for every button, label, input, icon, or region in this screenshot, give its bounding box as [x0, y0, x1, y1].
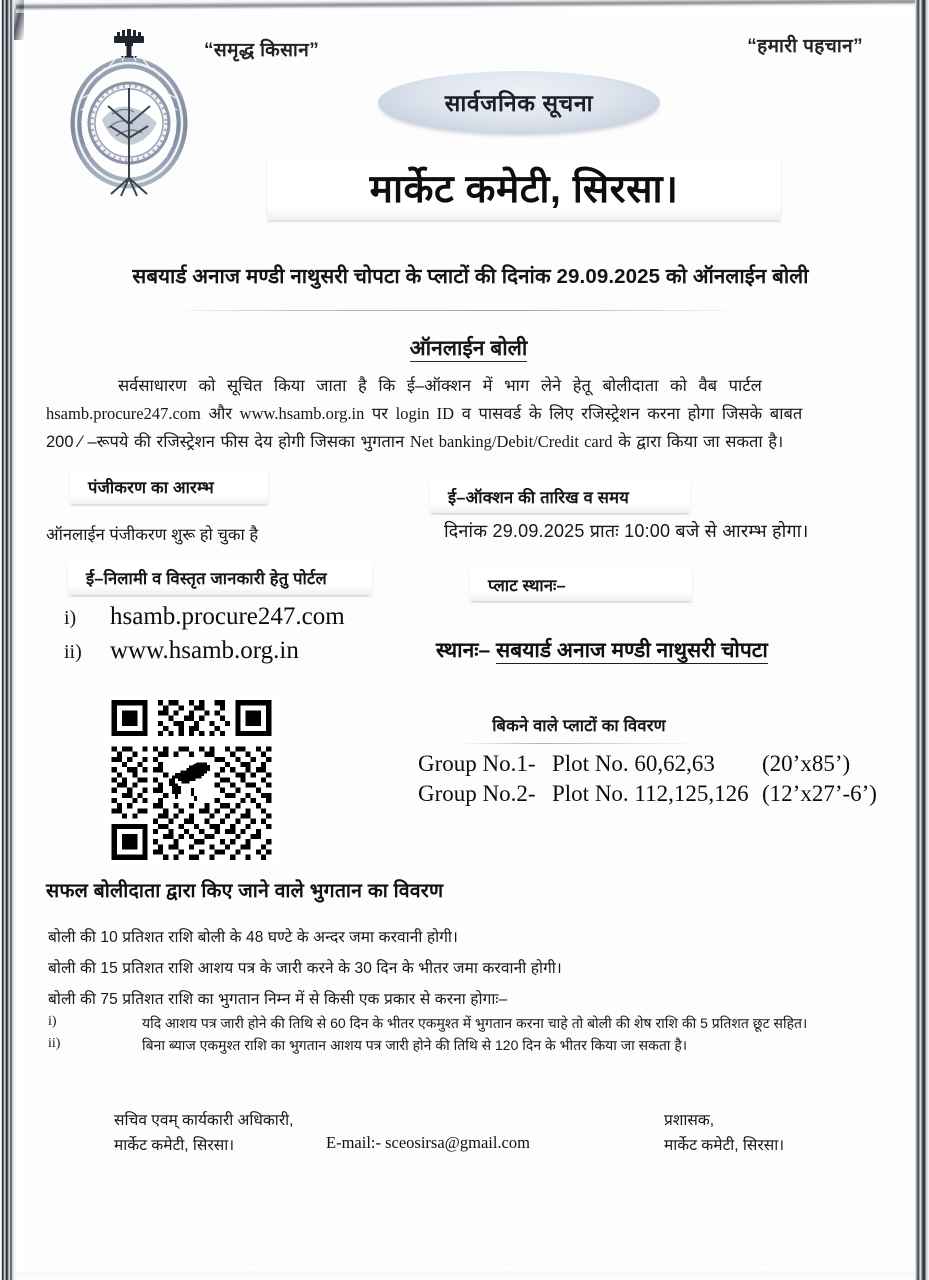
group-name: Group No.2-: [418, 781, 536, 806]
payment-term-3: बोली की 75 प्रतिशत राशि का भुगतान निम्न में से किसी एक प्रकार से करना होगाः–: [48, 991, 508, 1008]
intro-line-3: [46, 428, 892, 456]
contact-email[interactable]: E-mail:- sceosirsa@gmail.com: [326, 1133, 530, 1152]
group-dimensions: (20’x85’): [762, 751, 851, 776]
slogan-left: “समृद्ध किसान”: [204, 40, 320, 61]
intro-paragraph: [46, 372, 892, 456]
group-name: Group No.1-: [418, 751, 536, 776]
intro-line-2-post: पर: [364, 405, 396, 423]
signature-administrator-title: प्रशासक,: [664, 1112, 715, 1129]
plot-place-value: [436, 636, 768, 664]
payment-option-text: यदि आशय पत्र जारी होने की तिथि से 60 दिन के भीतर एकमुश्त में भुगतान करना चाहे तो बोली की शेष राशि की 5 प्रतिशत छूट सहित।: [142, 1015, 808, 1031]
plot-details-table: [418, 749, 877, 809]
intro-line-1: सर्वसाधारण को सूचित किया जाता है कि ई–ऑक्शन में भाग लेने हेतू बोलीदाता को वैब पार्टल: [118, 377, 762, 395]
notice-subtitle-text: सबयार्ड अनाज मण्डी नाथुसरी चोपटा के प्लाटों की दिनांक 29.09.2025 को ऑनलाईन बोली: [132, 265, 809, 288]
online-bid-heading: [24, 334, 913, 362]
intro-line-2-rest: व पासवर्ड के लिए रजिस्ट्रेशन करना होगा जिसके बाबत: [454, 405, 803, 423]
payment-methods-term: Net banking/Debit/Credit card: [409, 432, 613, 451]
group-plot-numbers: Plot No. 112,125,126: [552, 781, 749, 806]
portal-item-index: i): [64, 607, 77, 629]
portal-item-index: ii): [64, 641, 82, 663]
auction-datetime-value: दिनांक 29.09.2025 प्रातः 10:00 बजे से आरम्भ होगा।: [444, 521, 809, 541]
subtitle-divider: [168, 310, 748, 311]
signature-secretary-office: मार्केट कमेटी, सिरसा।: [114, 1137, 235, 1154]
group-dimensions: (12’x27’-6’): [762, 781, 877, 806]
registration-status-text: ऑनलाईन पंजीकरण शुरू हो चुका है: [46, 526, 259, 544]
payment-option-index: ii): [48, 1036, 61, 1051]
plot-place-name: सबयार्ड अनाज मण्डी नाथुसरी चोपटा: [496, 639, 768, 662]
intro-line-2-mid: और: [200, 405, 240, 423]
payment-option-text: बिना ब्याज एकमुश्त राशि का भुगतान आशय पत्र जारी होने की तिथि से 120 दिन के भीतर किया जा सकता है।: [142, 1037, 688, 1053]
plot-details-label-text: बिकने वाले प्लाटों का विवरण: [492, 717, 666, 735]
government-seal-icon: [64, 28, 194, 204]
page-title: [267, 158, 781, 220]
portal-url-inline-1: hsamb.procure247.com: [46, 404, 201, 423]
auction-datetime-label-text: ई–ऑक्शन की तारिख व समय: [448, 488, 629, 507]
payment-option-index: i): [48, 1014, 57, 1029]
payment-details-heading: सफल बोलीदाता द्वारा किए जाने वाले भुगतान का विवरण: [46, 880, 444, 902]
page-edge-bottom: [16, 1270, 915, 1280]
signature-secretary-title: सचिव एवम् कार्यकारी अधिकारी,: [114, 1112, 294, 1129]
portal-label: [68, 560, 372, 595]
payment-term-2: बोली की 15 प्रतिशत राशि आशय पत्र के जारी करने के 30 दिन के भीतर जमा करवानी होगी।: [48, 960, 562, 977]
page-title-text: मार्केट कमेटी, सिरसा।: [369, 167, 679, 211]
intro-line-2: [46, 400, 892, 428]
public-notice-banner-text: सार्वजनिक सूचना: [444, 89, 594, 116]
page-edge-top: [16, 0, 915, 13]
dinosaur-icon: [168, 757, 214, 803]
table-row: [418, 779, 877, 809]
public-notice-banner: [378, 71, 660, 134]
portal-url-inline-2: www.hsamb.org.in: [239, 404, 365, 423]
page-edge-right: [915, 0, 929, 1280]
payment-option-1: [48, 1014, 807, 1033]
list-item[interactable]: [64, 603, 345, 631]
slogan-right: “हमारी पहचान”: [747, 36, 863, 57]
plot-place-prefix: स्थानः–: [436, 639, 497, 662]
list-item[interactable]: [64, 637, 345, 665]
portal-url-list: [64, 603, 345, 671]
login-id-term: login ID: [395, 404, 455, 423]
notice-page: [24, 14, 913, 1266]
portal-item-url[interactable]: www.hsamb.org.in: [110, 637, 299, 664]
page-edge-left: [0, 0, 16, 1280]
portal-label-text: ई–निलामी व विस्तृत जानकारी हेतु पोर्टल: [86, 570, 327, 588]
group-plot-numbers: Plot No. 60,62,63: [552, 751, 715, 776]
online-bid-heading-text: ऑनलाईन बोली: [409, 337, 528, 360]
intro-line-3-post: के द्वारा किया जा सकता है।: [612, 433, 784, 451]
intro-line-3-pre: 200 ⁄ –रूपये की रजिस्ट्रेशन फीस देय होगी जिसका भुगतान: [46, 433, 410, 451]
plot-place-label: [470, 567, 692, 601]
signature-administrator: [664, 1108, 784, 1158]
portal-item-url[interactable]: hsamb.procure247.com: [110, 603, 345, 630]
notice-subtitle: [48, 262, 893, 290]
payment-term-1: बोली की 10 प्रतिशत राशि बोली के 48 घण्टे के अन्दर जमा करवानी होगी।: [48, 929, 459, 946]
registration-start-label: [70, 469, 268, 504]
registration-start-label-text: पंजीकरण का आरम्भ: [88, 479, 214, 497]
qr-code-icon[interactable]: [101, 695, 282, 865]
table-row: [418, 749, 877, 779]
auction-datetime-label: [430, 479, 690, 513]
plot-details-label: [450, 708, 708, 741]
signature-administrator-office: मार्केट कमेटी, सिरसा।: [664, 1137, 785, 1154]
signature-secretary: [114, 1108, 293, 1158]
plot-place-label-text: प्लाट स्थानः–: [488, 576, 566, 595]
payment-option-2: [48, 1036, 687, 1055]
